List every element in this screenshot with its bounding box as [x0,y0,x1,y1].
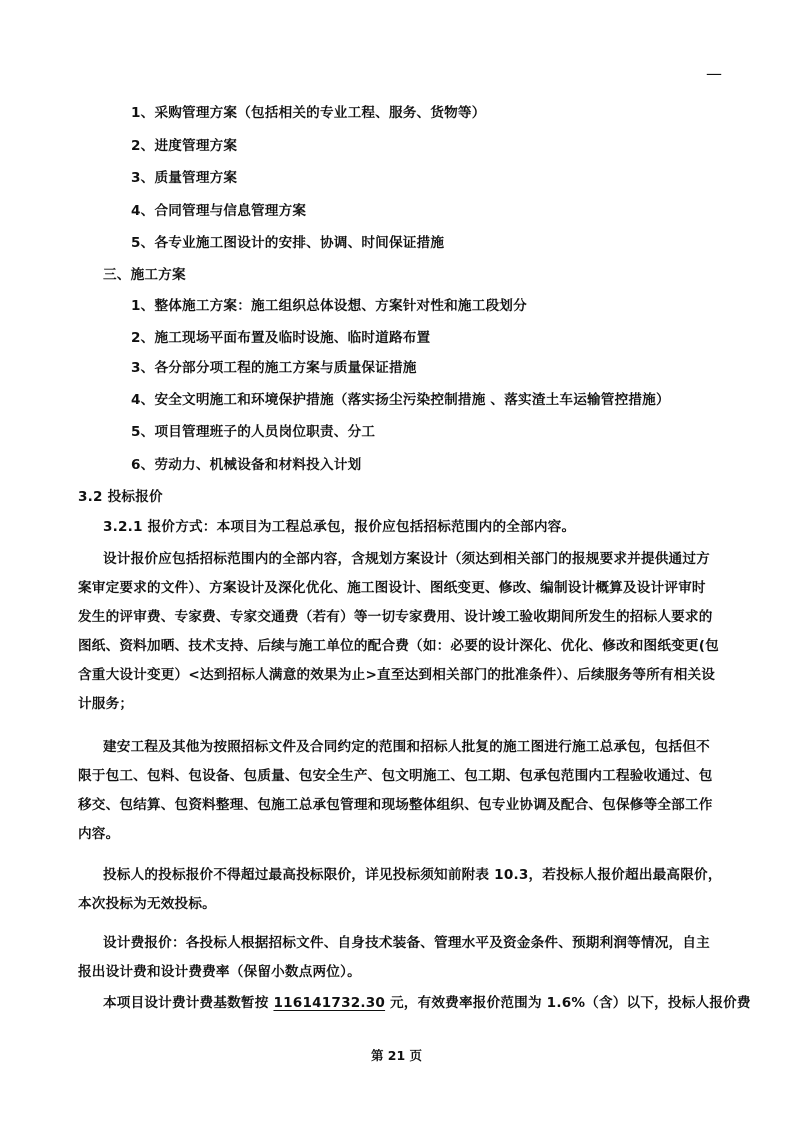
list-item: 2、施工现场平面布置及临时设施、临时道路布置 [131,330,431,346]
paragraph-line: 移交、包结算、包资料整理、包施工总承包管理和现场整体组织、包专业协调及配合、包保修等全部工作 [78,797,713,813]
paragraph-line: 内容。 [78,826,120,842]
list-item: 3、质量管理方案 [131,170,238,186]
paragraph-line: 发生的评审费、专家费、专家交通费（若有）等一切专家费用、设计竣工验收期间所发生的招标人要求的 [78,609,713,625]
fee-text-after: 元，有效费率报价范围为 1.6%（含）以下，投标人报价费 [385,995,751,1011]
paragraph-line: 报出设计费和设计费费率（保留小数点两位）。 [78,964,361,980]
page-number: 第 21 页 [370,1048,423,1063]
fee-base-amount: 116141732.30 [273,995,386,1011]
fee-text-before: 本项目设计费计费基数暂按 [103,995,274,1011]
paragraph-line: 投标人的投标报价不得超过最高投标限价，详见投标须知前附表 10.3，若投标人报价超出最高限价， [103,867,722,883]
paragraph-line [103,991,751,1011]
paragraph-line: 计服务； [78,696,134,712]
list-item: 5、项目管理班子的人员岗位职责、分工 [131,424,376,440]
section-heading: 3.2 投标报价 [78,489,163,505]
list-item: 4、安全文明施工和环境保护措施（落实扬尘污染控制措施 、落实渣土车运输管控措施） [131,392,670,408]
list-item: 3、各分部分项工程的施工方案与质量保证措施 [131,360,417,376]
paragraph-line: 设计费报价：各投标人根据招标文件、自身技术装备、管理水平及资金条件、预期利润等情况，自主 [103,935,710,951]
paragraph-line: 建安工程及其他为按照招标文件及合同约定的范围和招标人批复的施工图进行施工总承包，包括但不 [103,739,710,755]
list-item: 4、合同管理与信息管理方案 [131,203,307,219]
paragraph-line: 图纸、资料加晒、技术支持、后续与施工单位的配合费（如：必要的设计深化、优化、修改和图纸变更(包 [78,638,719,654]
list-item: 5、各专业施工图设计的安排、协调、时间保证措施 [131,235,445,251]
paragraph-line: 含重大设计变更）<达到招标人满意的效果为止>直至达到相关部门的批准条件）、后续服务等所有相关设 [78,667,716,683]
paragraph-line: 本次投标为无效投标。 [78,896,216,912]
paragraph-line: 限于包工、包料、包设备、包质量、包安全生产、包文明施工、包工期、包承包范围内工程验收通过、包 [78,768,713,784]
section-heading: 三、施工方案 [103,267,186,283]
list-item: 1、采购管理方案（包括相关的专业工程、服务、货物等） [131,105,486,121]
paragraph-line: 设计报价应包括招标范围内的全部内容，含规划方案设计（须达到相关部门的报规要求并提供通过方 [103,551,710,567]
list-item: 1、整体施工方案：施工组织总体设想、方案针对性和施工段划分 [131,298,527,314]
list-item: 2、进度管理方案 [131,138,238,154]
list-item: 6、劳动力、机械设备和材料投入计划 [131,457,362,473]
subsection-heading: 3.2.1 报价方式：本项目为工程总承包，报价应包括招标范围内的全部内容。 [103,519,576,535]
paragraph-line: 案审定要求的文件）、方案设计及深化优化、施工图设计、图纸变更、修改、编制设计概算及设计评审时 [78,580,706,596]
header-dash: — [706,64,722,83]
